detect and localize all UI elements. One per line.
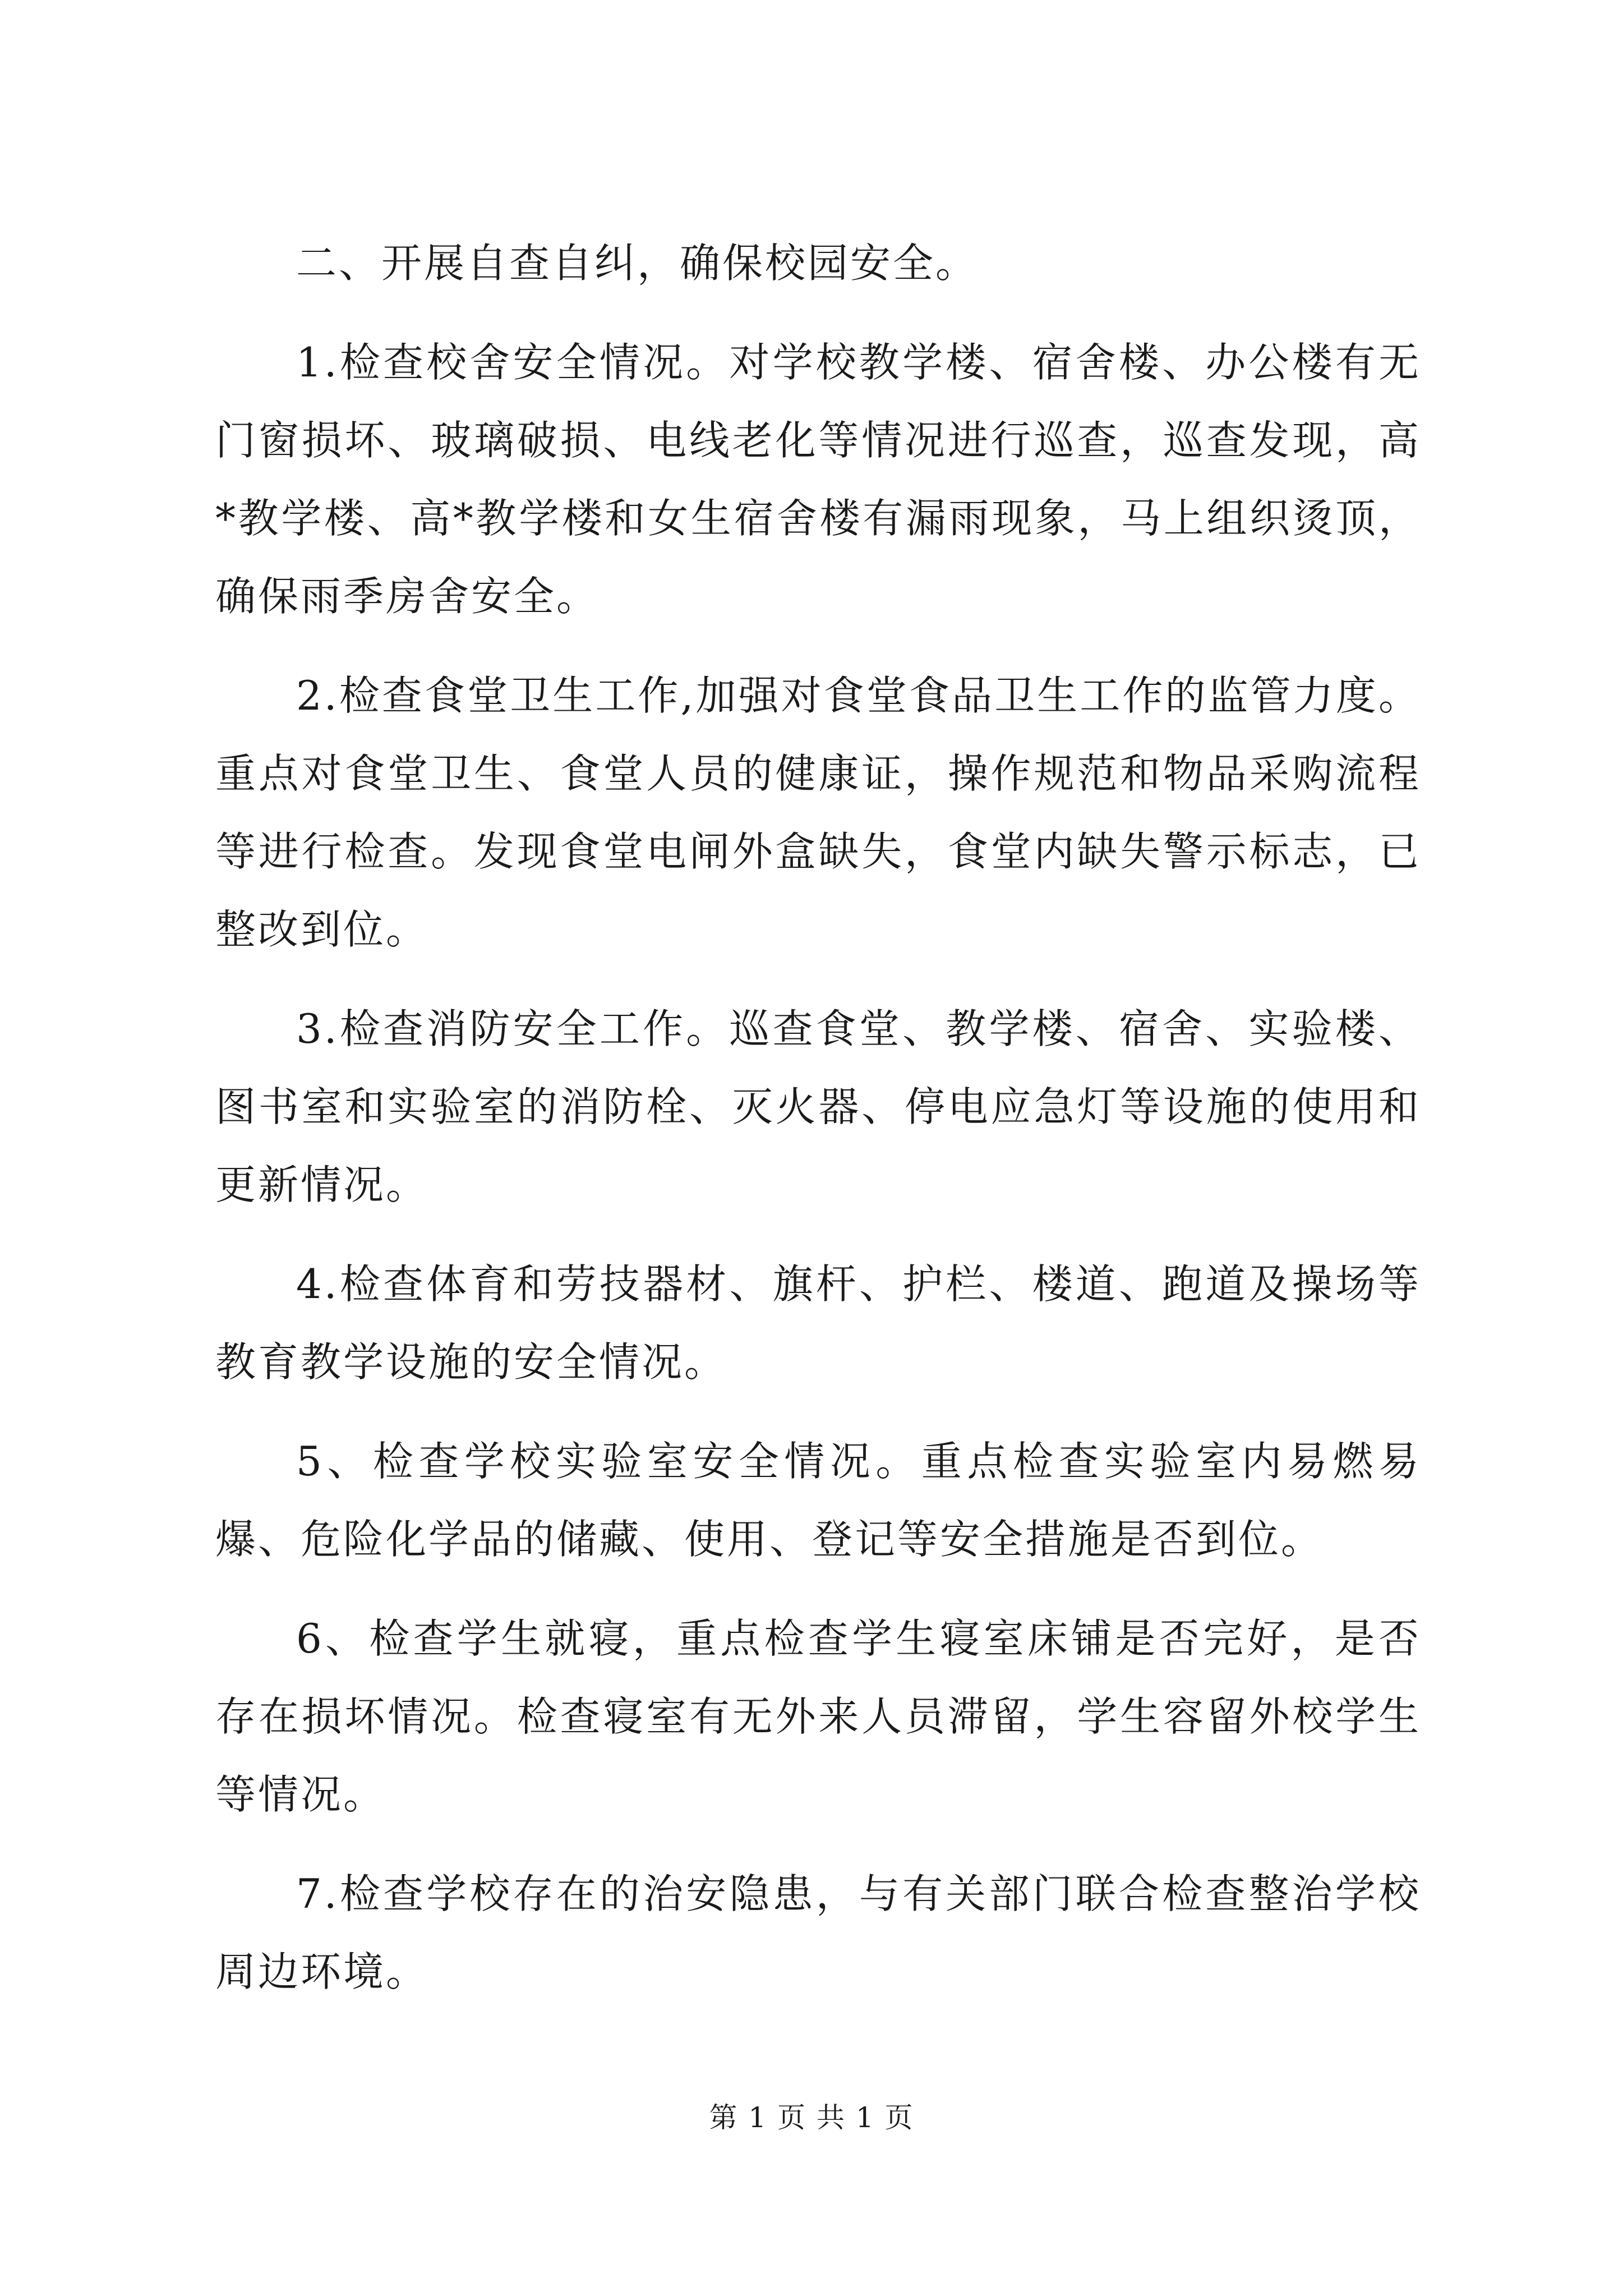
paragraph-item-7: 7.检查学校存在的治安隐患，与有关部门联合检查整治学校周边环境。 — [215, 1870, 1421, 1995]
page-footer: 第 1 页 共 1 页 — [709, 2101, 914, 2134]
paragraph-item-6: 6、检查学生就寝，重点检查学生寝室床铺是否完好，是否存在损坏情况。检查寝室有无外来人员滞留，学生容留外校学生等情况。 — [215, 1615, 1421, 1818]
paragraph-item-3: 3.检查消防安全工作。巡查食堂、教学楼、宿舍、实验楼、图书室和实验室的消防栓、灭火器、停电应急灯等设施的使用和更新情况。 — [215, 1005, 1421, 1208]
paragraph-item-4: 4.检查体育和劳技器材、旗杆、护栏、楼道、跑道及操场等教育教学设施的安全情况。 — [215, 1260, 1421, 1386]
paragraph-item-2: 2.检查食堂卫生工作,加强对食堂食品卫生工作的监管力度。重点对食堂卫生、食堂人员的健康证，操作规范和物品采购流程等进行检查。发现食堂电闸外盒缺失，食堂内缺失警示标志，已整改到位。 — [215, 672, 1421, 953]
section-heading: 二、开展自查自纠，确保校园安全。 — [296, 240, 979, 287]
document-body — [215, 224, 1421, 2032]
paragraph-item-1: 1.检查校舍安全情况。对学校教学楼、宿舍楼、办公楼有无门窗损坏、玻璃破损、电线老化等情况进行巡查，巡查发现，高*教学楼、高*教学楼和女生宿舍楼有漏雨现象，马上组织烫顶，确保雨季房舍安全。 — [215, 339, 1421, 620]
paragraph-item-5: 5、检查学校实验室安全情况。重点检查实验室内易燃易爆、危险化学品的储藏、使用、登记等安全措施是否到位。 — [215, 1438, 1421, 1563]
